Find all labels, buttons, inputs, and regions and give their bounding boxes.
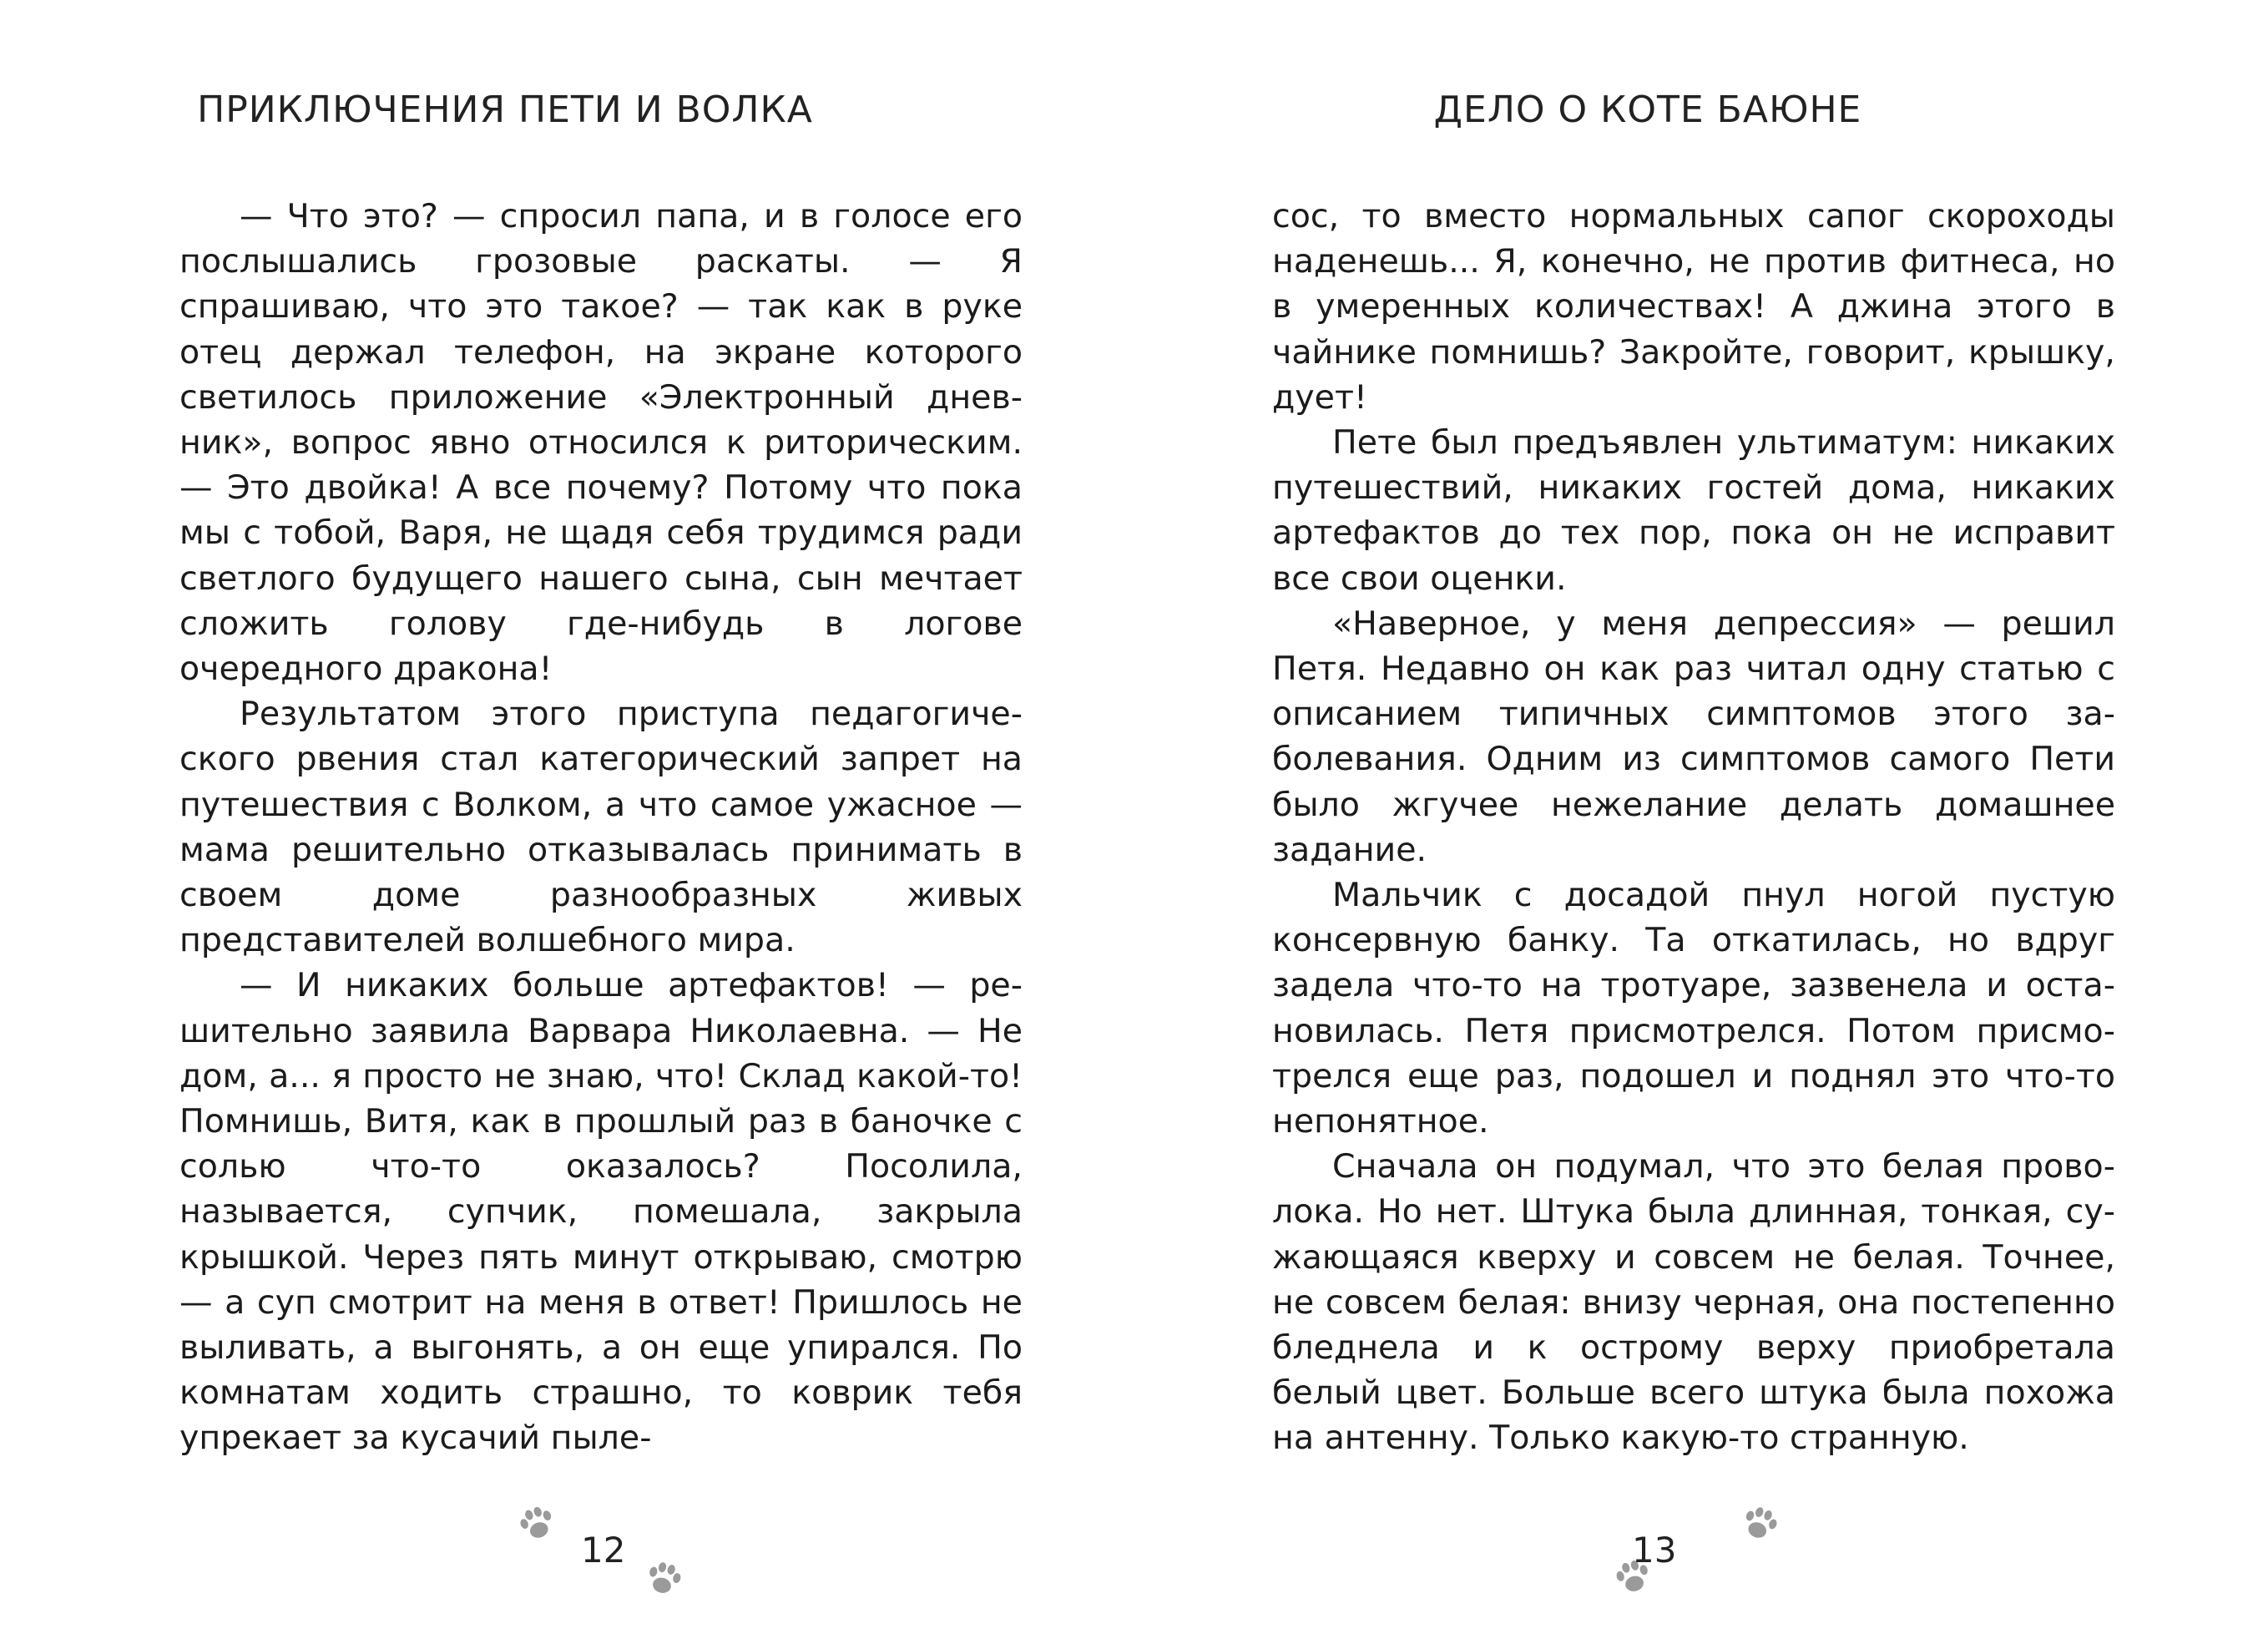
paragraph: «Наверное, у меня депрессия» — решил Петя. Недавно он как раз читал одну статью с описанием типичных симптомов этого заболевания. Одним из симптомов самого Пети было жгучее нежелание делать домашнее задание. — [1272, 604, 2115, 869]
paragraph: Пете был предъявлен ультиматум: никаких путешествий, никаких гостей дома, никаких артефактов до тех пор, пока он не исправит все свои оценки. — [1272, 423, 2115, 598]
page-number: 13 — [1632, 1530, 1677, 1571]
paw-print-icon — [510, 1497, 563, 1550]
paw-print-icon — [1733, 1497, 1786, 1550]
paragraph: Мальчик с досадой пнул ногой пустую консервную банку. Та откатилась, но вдруг задела что-то на тротуаре, зазвенела и остановилась. Петя присмотрелся. Потом присмотрелся еще раз, подошел и поднял это что-то непонятное. — [1272, 876, 2115, 1141]
paragraph: — Что это? — спросил папа, и в голосе его послышались грозовые раскаты. — Я спрашиваю, что это такое? — так как в руке отец держал телефон, на экране которого светилось приложение «Электронный дневник», вопрос явно относился к риторическим. — Это двойка! А все почему? Потому что пока мы с тобой, Варя, не щадя себя трудимся ради светлого будущего нашего сына, сын мечтает сложить голову где-нибудь в логове очередного дракона! — [179, 197, 1023, 689]
paragraph-continued: сос, то вместо нормальных сапог скороходы наденешь... Я, конечно, не против фитнеса, но в умеренных количествах! А джина этого в чайнике помнишь? Закройте, говорит, крышку, дует! — [1272, 197, 2115, 417]
body-text-left — [179, 194, 1023, 1461]
paragraph: Результатом этого приступа педагогического рвения стал категорический запрет на путешествия с Волком, а что самое ужасное — мама решительно отказывалась принимать в своем доме разнообразных живых представителей волшебного мира. — [179, 695, 1023, 960]
paragraph: Сначала он подумал, что это белая проволока. Но нет. Штука была длинная, тонкая, сужающаяся кверху и совсем не белая. Точнее, не совсем белая: внизу черная, она постепенно бледнела и к острому верху приобретала белый цвет. Больше всего штука была похожа на антенну. Только какую-то странную. — [1272, 1147, 2115, 1458]
paragraph: — И никаких больше артефактов! — решительно заявила Варвара Николаевна. — Не дом, а... я просто не знаю, что! Склад какой-то! Помнишь, Витя, как в прошлый раз в баночке с солью что-то оказалось? Посолила, называется, супчик, помешала, закрыла крышкой. Через пять минут открываю, смотрю — а суп смотрит на меня в ответ! Пришлось не выливать, а выгонять, а он еще упирался. По комнатам ходить страшно, то коврик тебя упрекает за кусачий пыле- — [179, 966, 1023, 1458]
body-text-right — [1272, 194, 2115, 1461]
paw-print-icon — [638, 1553, 689, 1604]
running-head-left: ПРИКЛЮЧЕНИЯ ПЕТИ И ВОЛКА — [197, 89, 813, 131]
running-head-right: ДЕЛО О КОТЕ БАЮНЕ — [1433, 89, 1862, 131]
right-page — [1134, 0, 2268, 1644]
page-number: 12 — [581, 1530, 626, 1571]
